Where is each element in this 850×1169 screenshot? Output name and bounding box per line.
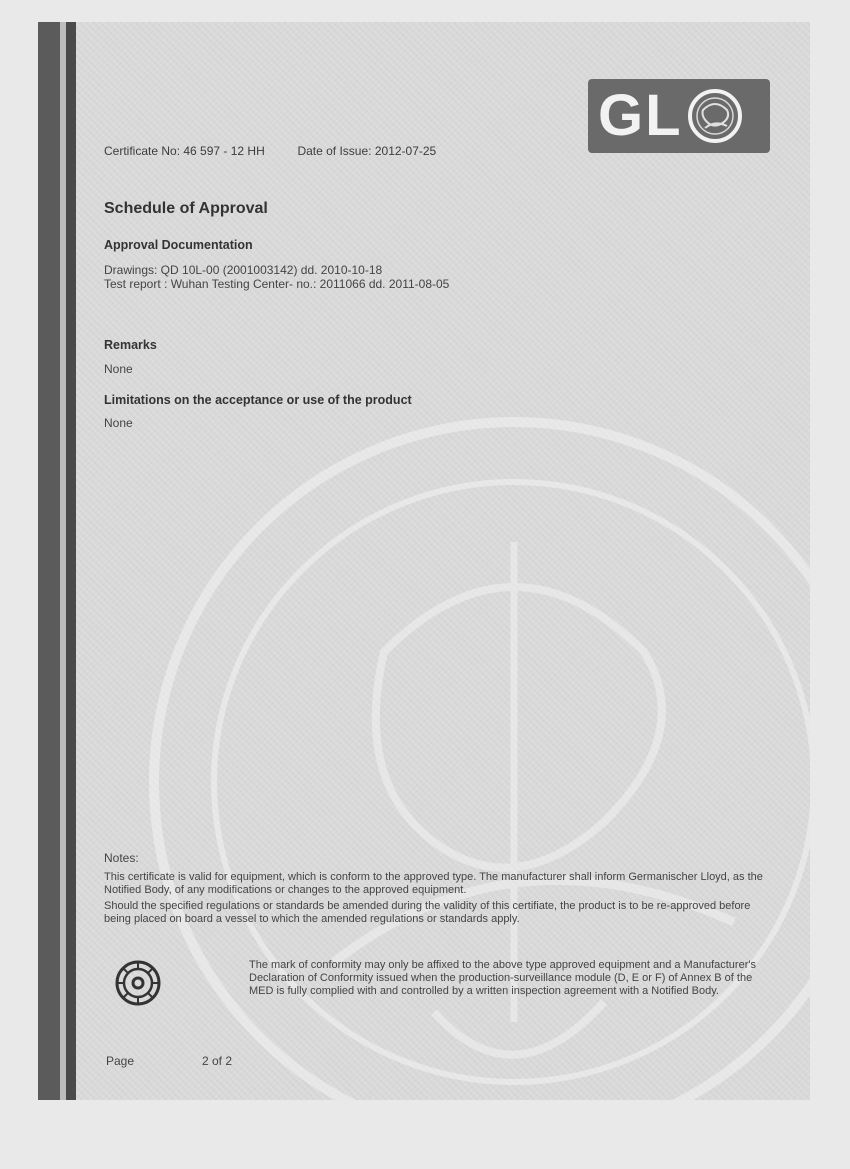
- notes-paragraph: This certificate is valid for equipment, which is conform to the approved type. The manufacturer shall inform Germanischer Lloyd, as the Notified Body, of any modifications or changes to the approved equipment.: [104, 871, 763, 896]
- page-label: Page: [106, 1054, 135, 1068]
- limitations-value: None: [104, 416, 133, 430]
- globe-seal-icon: [687, 88, 743, 144]
- page-title: Schedule of Approval: [104, 200, 268, 217]
- logo-text: GL: [598, 83, 683, 148]
- certificate-label: Certificate No:: [104, 144, 181, 158]
- certificate-header-line: [104, 144, 436, 159]
- binding-stripe: [38, 22, 60, 1100]
- notes-section: [104, 852, 764, 929]
- issue-date-label: Date of Issue:: [297, 144, 372, 158]
- remarks-heading: Remarks: [104, 338, 157, 352]
- drawings-line: Drawings: QD 10L-00 (2001003142) dd. 2010-10-18: [104, 263, 383, 277]
- notes-label: Notes:: [104, 851, 139, 865]
- limitations-heading: Limitations on the acceptance or use of the product: [104, 393, 412, 407]
- certificate-number: 46 597 - 12 HH: [183, 144, 265, 158]
- test-report-line: Test report : Wuhan Testing Center- no.: 2011066 dd. 2011-08-05: [104, 277, 450, 291]
- ships-wheel-icon: [114, 959, 162, 1007]
- gl-logo: [588, 79, 770, 153]
- conformity-text: The mark of conformity may only be affixed to the above type approved equipment and a Manufacturer's Declaration of Conformity issued when the production-surveillance module (D, E or F) of Annex B of the MED is fully complied with and controlled by a written inspection agreement with a Notified Body.: [249, 959, 756, 997]
- approval-documentation-heading: Approval Documentation: [104, 238, 253, 252]
- certificate-sheet: [38, 22, 810, 1100]
- binding-stripe-dark: [66, 22, 76, 1100]
- remarks-value: None: [104, 362, 133, 376]
- page-number: 2 of 2: [202, 1054, 233, 1068]
- issue-date: 2012-07-25: [374, 144, 437, 158]
- notes-paragraph: Should the specified regulations or standards be amended during the validity of this certifiate, the product is to be re-approved before being placed on board a vessel to which the amended regulations or standards apply.: [104, 900, 751, 925]
